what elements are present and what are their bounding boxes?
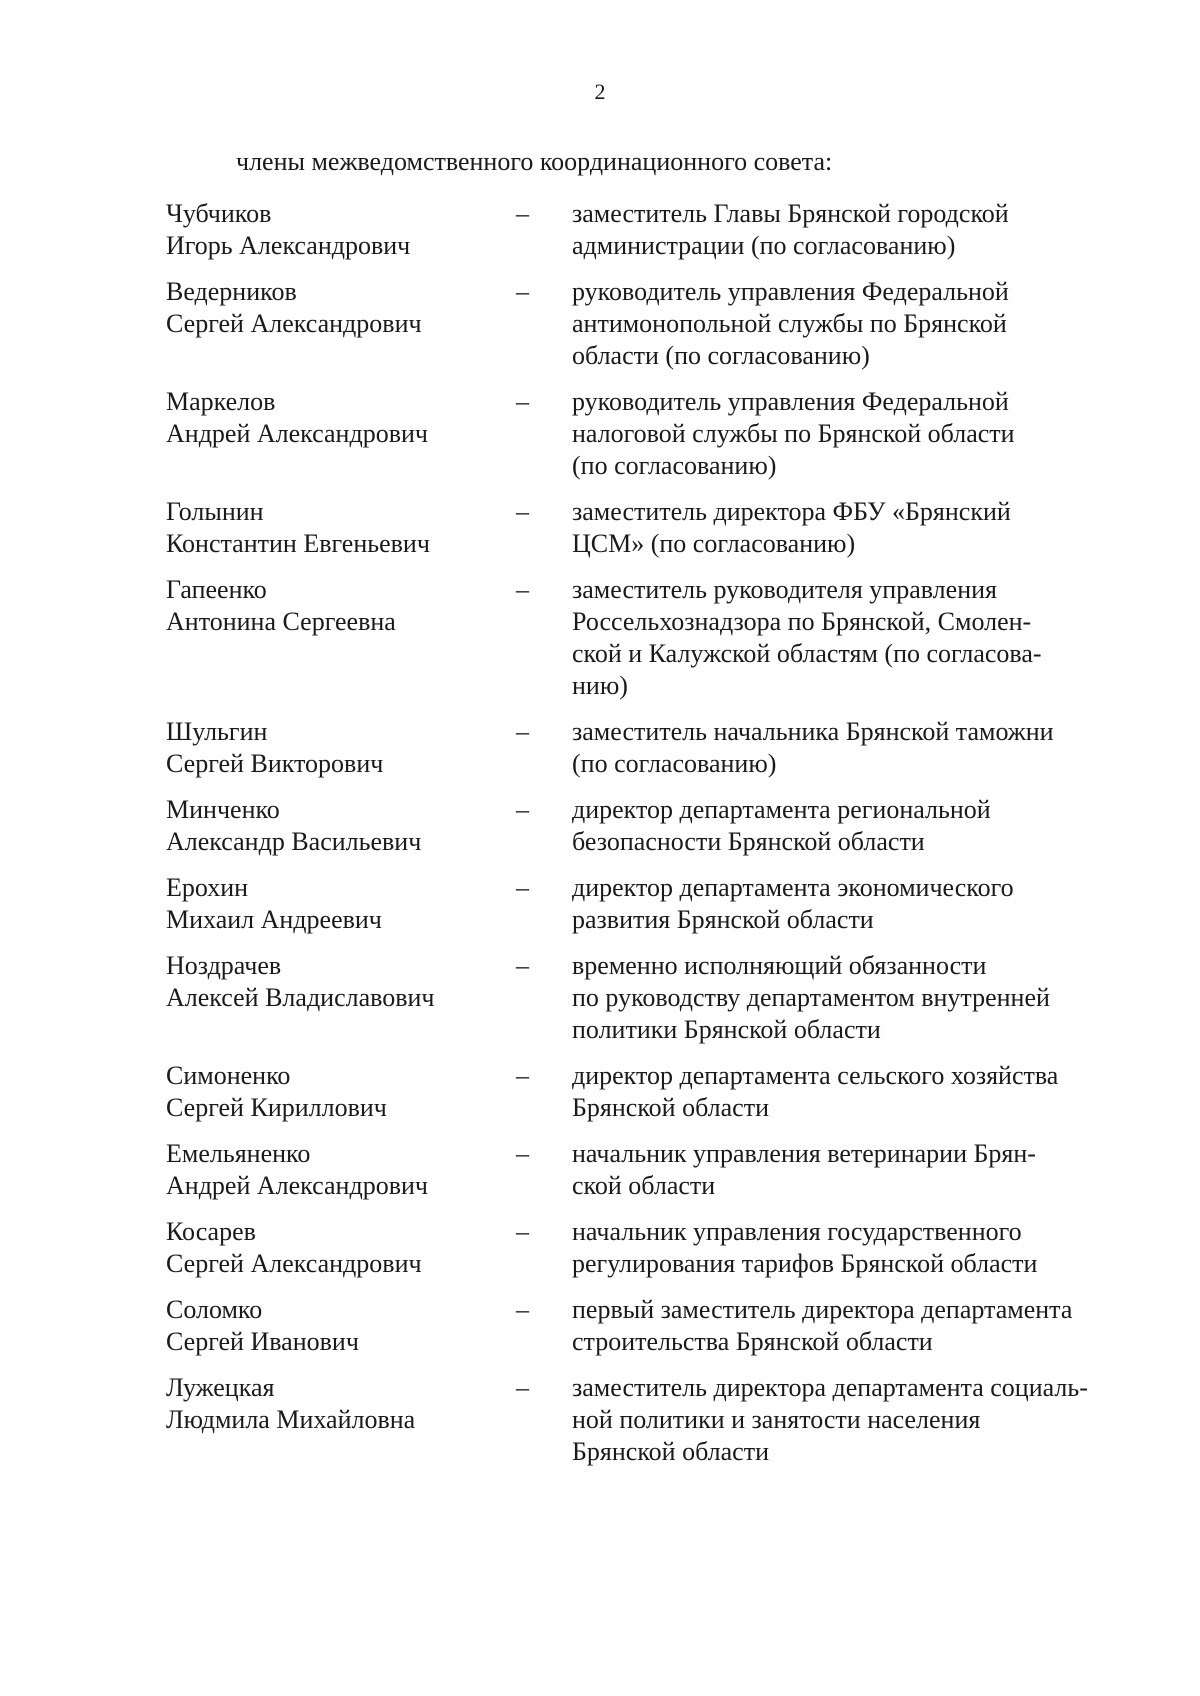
member-entry [0,386,1200,482]
role-line: по руководству департаментом внутренней [572,983,1050,1012]
member-given-name: Сергей Викторович [166,749,384,778]
dash-separator: – [516,497,529,526]
role-line: области (по согласованию) [572,341,870,370]
member-surname: Емельяненко [166,1139,311,1168]
role-line: ской и Калужской областям (по согласова- [572,639,1042,668]
member-name [166,872,516,936]
dash-separator: – [516,1295,529,1324]
member-role [572,276,1124,372]
member-given-name: Людмила Михайловна [166,1405,416,1434]
member-name [166,1216,516,1280]
role-line: строительства Брянской области [572,1327,933,1356]
role-line: Брянской области [572,1437,769,1466]
member-surname: Лужецкая [166,1373,275,1402]
member-given-name: Сергей Александрович [166,1249,422,1278]
left-margin [0,1060,166,1124]
member-role [572,1138,1124,1202]
member-surname: Маркелов [166,387,276,416]
member-entry [0,1060,1200,1124]
role-line: руководитель управления Федеральной [572,387,1009,416]
member-role [572,794,1124,858]
left-margin [0,1216,166,1280]
member-name [166,198,516,262]
page-number: 2 [594,79,606,104]
left-margin [0,950,166,1046]
member-given-name: Сергей Иванович [166,1327,359,1356]
dash-separator: – [516,1373,529,1402]
member-entry [0,716,1200,780]
role-line: нию) [572,671,628,700]
member-surname: Шульгин [166,717,268,746]
role-line: налоговой службы по Брянской области [572,419,1015,448]
member-name [166,1294,516,1358]
left-margin [0,198,166,262]
member-entry [0,574,1200,702]
member-surname: Чубчиков [166,199,272,228]
member-given-name: Андрей Александрович [166,1171,428,1200]
member-name [166,950,516,1046]
member-entry [0,1372,1200,1468]
member-surname: Ноздрачев [166,951,282,980]
dash-separator: – [516,717,529,746]
left-margin [0,574,166,702]
dash-separator: – [516,1139,529,1168]
member-role [572,574,1124,702]
role-line: заместитель Главы Брянской городской [572,199,1009,228]
member-role [572,872,1124,936]
left-margin [0,1138,166,1202]
left-margin [0,794,166,858]
member-given-name: Алексей Владиславович [166,983,435,1012]
member-surname: Ведерников [166,277,297,306]
member-role [572,1372,1124,1468]
member-name [166,496,516,560]
dash-separator: – [516,1061,529,1090]
dash-separator: – [516,873,529,902]
member-name [166,794,516,858]
role-line: заместитель начальника Брянской таможни [572,717,1054,746]
role-line: безопасности Брянской области [572,827,925,856]
role-line: Брянской области [572,1093,769,1122]
member-entry [0,1138,1200,1202]
members-list [0,198,1200,1468]
role-line: развития Брянской области [572,905,874,934]
left-margin [0,386,166,482]
member-name [166,1138,516,1202]
role-line: Россельхознадзора по Брянской, Смолен- [572,607,1032,636]
member-surname: Симоненко [166,1061,291,1090]
member-name [166,1060,516,1124]
member-role [572,386,1124,482]
member-name [166,1372,516,1468]
dash-separator: – [516,795,529,824]
member-role [572,1294,1124,1358]
member-entry [0,496,1200,560]
member-entry [0,198,1200,262]
member-role [572,198,1124,262]
role-line: директор департамента экономического [572,873,1014,902]
left-margin [0,276,166,372]
member-surname: Голынин [166,497,264,526]
left-margin [0,716,166,780]
member-entry [0,872,1200,936]
section-heading: члены межведомственного координационного совета: [236,147,833,176]
member-name [166,574,516,702]
role-line: начальник управления государственного [572,1217,1022,1246]
role-line: ЦСМ» (по согласованию) [572,529,856,558]
member-given-name: Сергей Александрович [166,309,422,338]
role-line: начальник управления ветеринарии Брян- [572,1139,1036,1168]
role-line: (по согласованию) [572,749,777,778]
member-surname: Соломко [166,1295,263,1324]
left-margin [0,1294,166,1358]
left-margin [0,1372,166,1468]
member-role [572,1060,1124,1124]
role-line: директор департамента региональной [572,795,991,824]
role-line: заместитель директора департамента социаль- [572,1373,1088,1402]
role-line: ской области [572,1171,716,1200]
dash-separator: – [516,1217,529,1246]
role-line: антимонопольной службы по Брянской [572,309,1007,338]
member-surname: Ерохин [166,873,249,902]
member-name [166,386,516,482]
member-given-name: Александр Васильевич [166,827,422,856]
dash-separator: – [516,951,529,980]
member-surname: Косарев [166,1217,256,1246]
role-line: (по согласованию) [572,451,777,480]
role-line: регулирования тарифов Брянской области [572,1249,1038,1278]
dash-separator: – [516,199,529,228]
role-line: ной политики и занятости населения [572,1405,981,1434]
member-role [572,716,1124,780]
member-name [166,716,516,780]
dash-separator: – [516,277,529,306]
member-entry [0,794,1200,858]
member-given-name: Игорь Александрович [166,231,411,260]
member-entry [0,276,1200,372]
member-role [572,1216,1124,1280]
member-surname: Минченко [166,795,280,824]
dash-separator: – [516,387,529,416]
role-line: директор департамента сельского хозяйства [572,1061,1059,1090]
member-given-name: Константин Евгеньевич [166,529,430,558]
member-role [572,496,1124,560]
left-margin [0,496,166,560]
member-given-name: Антонина Сергеевна [166,607,396,636]
member-entry [0,1294,1200,1358]
member-given-name: Михаил Андреевич [166,905,382,934]
role-line: руководитель управления Федеральной [572,277,1009,306]
member-given-name: Андрей Александрович [166,419,428,448]
left-margin [0,872,166,936]
role-line: временно исполняющий обязанности [572,951,987,980]
role-line: политики Брянской области [572,1015,881,1044]
member-surname: Гапеенко [166,575,267,604]
member-role [572,950,1124,1046]
role-line: заместитель руководителя управления [572,575,997,604]
role-line: администрации (по согласованию) [572,231,956,260]
dash-separator: – [516,575,529,604]
role-line: первый заместитель директора департамента [572,1295,1073,1324]
member-entry [0,1216,1200,1280]
member-entry [0,950,1200,1046]
role-line: заместитель директора ФБУ «Брянский [572,497,1011,526]
member-given-name: Сергей Кириллович [166,1093,387,1122]
member-name [166,276,516,372]
